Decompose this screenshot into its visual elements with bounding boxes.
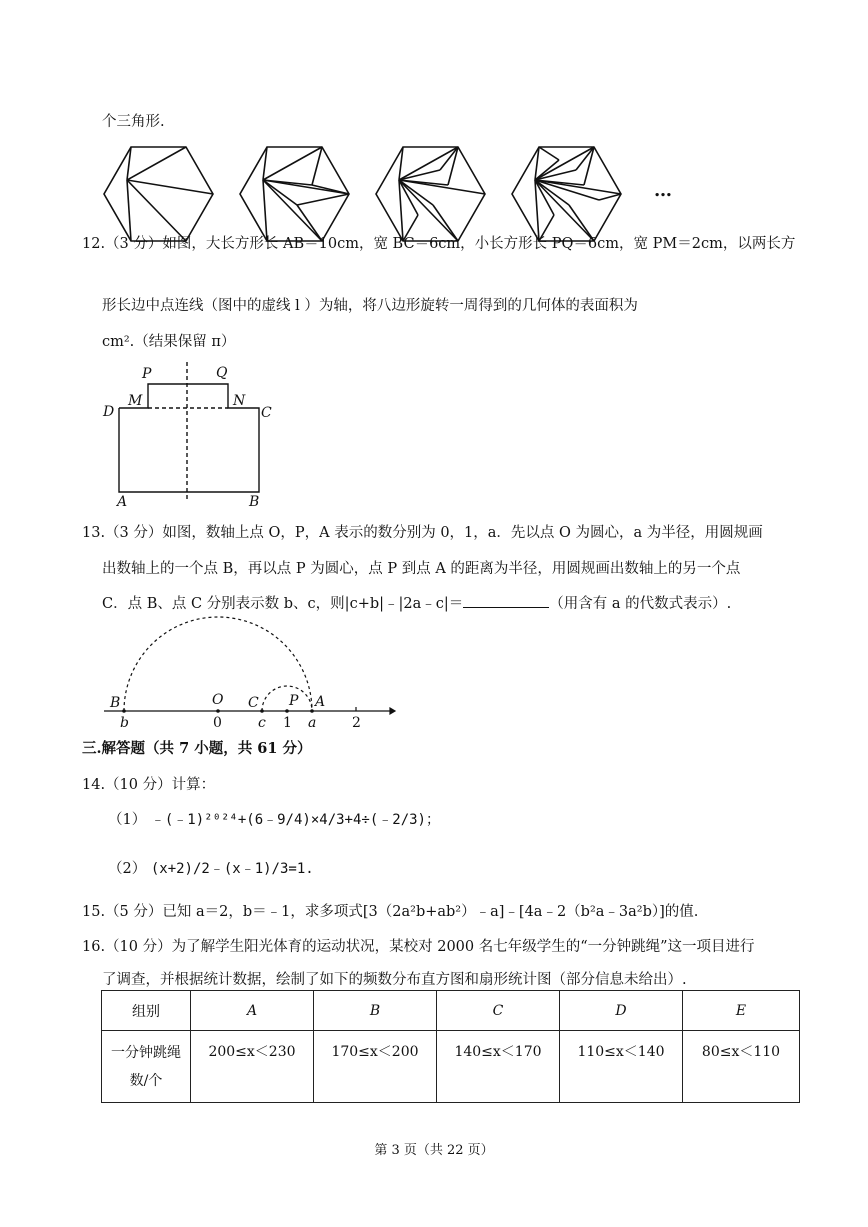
label-a: A <box>117 494 128 510</box>
q12-line2: 形长边中点连线（图中的虚线 l ）为轴，将八边形旋转一周得到的几何体的表面积为 <box>102 298 638 314</box>
tick-2: 2 <box>352 715 361 730</box>
section-3-heading: 三.解答题（共 7 小题，共 61 分） <box>82 740 312 757</box>
point-c: C <box>248 695 259 711</box>
point-o: O <box>212 692 224 708</box>
q12-line1: 12.（3 分）如图，大长方形长 AB＝10cm，宽 BC＝6cm，小长方形长 PQ＝6cm，宽 PM＝2cm，以两长方 <box>82 236 796 252</box>
q16-line1: 16.（10 分）为了解学生阳光体育的运动状况，某校对 2000 名七年级学生的“一分钟跳绳”这一项目进行 <box>82 939 755 955</box>
q14-part2-number: （2） <box>108 861 147 877</box>
q15-text: 15.（5 分）已知 a＝2，b＝﹣1，求多项式[3（2a²b+ab²）﹣a]﹣[4a﹣2（b²a﹣3a²b）]的值. <box>82 904 699 920</box>
range-b: 170≤x＜200 <box>314 1031 437 1103</box>
table-header-group: 组别 <box>102 991 191 1031</box>
range-e: 80≤x＜110 <box>683 1031 800 1103</box>
point-b: B <box>110 695 121 711</box>
hexagon-ellipsis: … <box>654 180 672 201</box>
q13-line2: 出数轴上的一个点 B，再以点 P 为圆心，点 P 到点 A 的距离为半径，用圆规画出数轴上的另一个点 <box>102 561 741 577</box>
page-footer: 第 3 页（共 22 页） <box>374 1143 494 1158</box>
table-header-c: C <box>437 991 560 1031</box>
label-b: B <box>249 494 260 510</box>
hexagon-3 <box>376 147 485 241</box>
q13-line1: 13.（3 分）如图，数轴上点 O，P，A 表示的数分别为 0，1，a．先以点 O 为圆心，a 为半径，用圆规画 <box>82 525 763 541</box>
row-label-line2: 数/个 <box>129 1072 163 1089</box>
intro-text: 个三角形. <box>102 114 165 130</box>
table-header-d: D <box>560 991 683 1031</box>
hexagon-2 <box>240 147 349 241</box>
label-p: P <box>142 366 152 382</box>
q13-line3-tail: （用含有 a 的代数式表示）. <box>549 596 732 612</box>
q12-octagon-figure <box>100 360 280 510</box>
q14-part2-expression: (x+2)/2﹣(x﹣1)/3=1. <box>150 861 314 877</box>
tick-b: b <box>120 715 129 730</box>
hexagon-1 <box>104 147 213 241</box>
table-header-e: E <box>683 991 800 1031</box>
q14-part1 <box>108 808 440 829</box>
group-table <box>101 990 800 1103</box>
q13-line3-text: C．点 B、点 C 分别表示数 b、c，则|c+b|﹣|2a﹣c|＝ <box>102 596 464 612</box>
q12-line3: cm².（结果保留 π） <box>102 334 236 350</box>
label-q: Q <box>216 365 228 381</box>
point-a: A <box>315 694 326 710</box>
range-d: 110≤x＜140 <box>560 1031 683 1103</box>
range-a: 200≤x＜230 <box>191 1031 314 1103</box>
tick-1: 1 <box>283 715 292 730</box>
q13-number-line <box>100 615 400 730</box>
q14-heading: 14.（10 分）计算： <box>82 777 216 793</box>
q14-part1-expression: ﹣(﹣1)²⁰²⁴+(6﹣9/4)×4/3+4÷(﹣2/3)； <box>150 812 440 828</box>
table-header-a: A <box>191 991 314 1031</box>
table-row-label <box>102 1031 191 1103</box>
table-header-b: B <box>314 991 437 1031</box>
q13-line3 <box>102 592 731 613</box>
hexagon-4 <box>512 147 621 241</box>
row-label-line1: 一分钟跳绳 <box>111 1044 181 1061</box>
point-p: P <box>289 693 299 709</box>
label-d: D <box>103 404 115 420</box>
q16-line2: 了调查，并根据统计数据，绘制了如下的频数分布直方图和扇形统计图（部分信息未给出）. <box>102 972 687 988</box>
tick-a: a <box>308 715 317 730</box>
tick-c: c <box>258 715 266 730</box>
label-m: M <box>128 393 143 409</box>
q14-part2 <box>108 857 314 878</box>
range-c: 140≤x＜170 <box>437 1031 560 1103</box>
q14-part1-number: （1） <box>108 812 147 828</box>
label-c: C <box>261 405 272 421</box>
tick-0: 0 <box>213 715 222 730</box>
label-n: N <box>233 393 246 409</box>
answer-blank <box>463 593 549 608</box>
